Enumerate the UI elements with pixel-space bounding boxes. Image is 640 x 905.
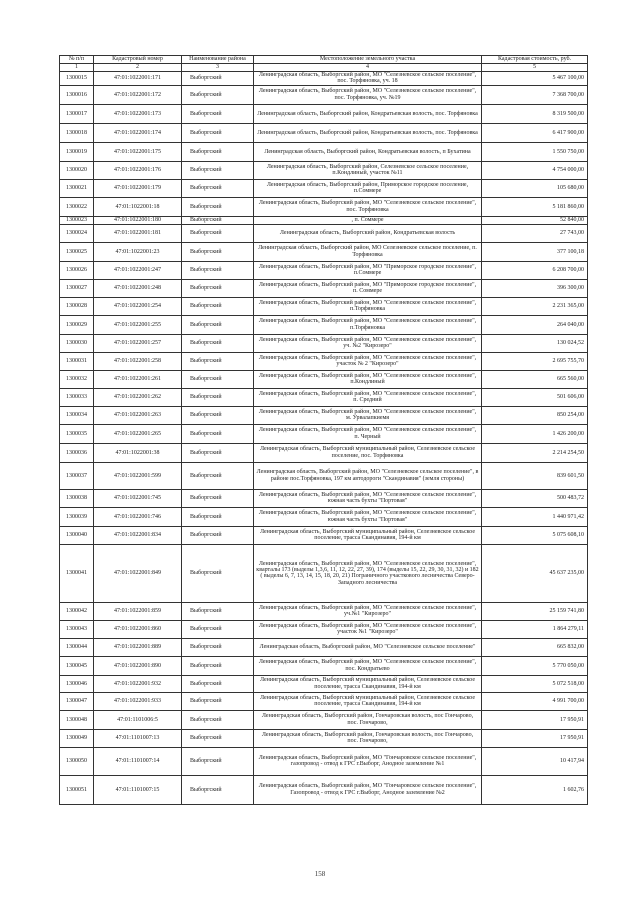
district-cell: Выборгский <box>182 279 254 297</box>
table-row <box>60 279 588 297</box>
table-row <box>60 692 588 710</box>
cadastral-number-cell: 47:01:1022001:859 <box>94 602 182 620</box>
location-cell: Ленинградская область, Выборгский район, МО "Гончаровское сельское поселение", Газопровод - отвод к ГРС г.Выборг, Анодное заземление №2 <box>254 775 482 804</box>
row-id-cell: 1300020 <box>60 161 94 179</box>
table-row <box>60 656 588 675</box>
cadastral-number-cell: 47:01:1022001:889 <box>94 638 182 656</box>
table-row <box>60 123 588 142</box>
table-row <box>60 72 588 86</box>
district-cell: Выборгский <box>182 544 254 602</box>
district-cell: Выборгский <box>182 85 254 104</box>
row-id-cell: 1300019 <box>60 142 94 161</box>
location-cell: Ленинградская область, Выборгский район, Селезневское сельское поселение, п.Кондлиный, участок №11 <box>254 161 482 179</box>
row-id-cell: 1300022 <box>60 197 94 216</box>
row-id-cell: 1300033 <box>60 388 94 406</box>
row-id-cell: 1300042 <box>60 602 94 620</box>
cost-cell: 17 950,91 <box>482 729 588 747</box>
row-id-cell: 1300049 <box>60 729 94 747</box>
location-cell: Ленинградская область, Выборгский район, Приморское городское поселение, п.Соммере <box>254 179 482 197</box>
location-cell: Ленинградская область, Выборгский район, МО "Приморское городское поселение", п.Соммере <box>254 261 482 279</box>
cost-cell: 850 254,00 <box>482 406 588 424</box>
cost-cell: 839 601,50 <box>482 462 588 489</box>
table-row <box>60 352 588 370</box>
cadastral-number-cell: 47:01:1022001:860 <box>94 620 182 638</box>
colnum-4: 4 <box>254 64 482 72</box>
cadastral-number-cell: 47:01:1022001:172 <box>94 85 182 104</box>
row-id-cell: 1300026 <box>60 261 94 279</box>
location-cell: Ленинградская область, Выборгский муниципальный район, Селезневское сельское поселение, трасса Скандинавия, 194-й км <box>254 692 482 710</box>
location-cell: Ленинградская область, Выборгский район, МО "Селезневское сельское поселение", южная часть бухты "Портовая" <box>254 507 482 526</box>
district-cell: Выборгский <box>182 123 254 142</box>
cost-cell: 2 214 254,50 <box>482 443 588 462</box>
table-row <box>60 620 588 638</box>
colnum-5: 5 <box>482 64 588 72</box>
district-cell: Выборгский <box>182 775 254 804</box>
row-id-cell: 1300036 <box>60 443 94 462</box>
row-id-cell: 1300035 <box>60 424 94 443</box>
cost-cell: 5 467 100,00 <box>482 72 588 86</box>
location-cell: Ленинградская область, Выборгский район, МО "Селезневское сельское поселение", п.Кондлиный <box>254 370 482 388</box>
location-cell: Ленинградская область, Выборгский район, МО "Селезневское сельское поселение", пос. Кондратьево <box>254 656 482 675</box>
cadastral-number-cell: 47:01:1022001:248 <box>94 279 182 297</box>
cadastral-number-cell: 47:01:1022001:932 <box>94 675 182 692</box>
district-cell: Выборгский <box>182 334 254 352</box>
table-row <box>60 462 588 489</box>
row-id-cell: 1300037 <box>60 462 94 489</box>
cadastral-number-cell: 47:01:1101007:15 <box>94 775 182 804</box>
cost-cell: 1 426 200,00 <box>482 424 588 443</box>
table-body <box>60 72 588 805</box>
cadastral-number-cell: 47:01:1101007:13 <box>94 729 182 747</box>
cost-cell: 105 680,00 <box>482 179 588 197</box>
cost-cell: 25 159 741,80 <box>482 602 588 620</box>
row-id-cell: 1300041 <box>60 544 94 602</box>
cost-cell: 1 864 279,11 <box>482 620 588 638</box>
cadastral-number-cell: 47:01:1022001:261 <box>94 370 182 388</box>
colnum-3: 3 <box>182 64 254 72</box>
table-row <box>60 104 588 123</box>
district-cell: Выборгский <box>182 620 254 638</box>
cost-cell: 2 231 365,00 <box>482 297 588 315</box>
location-cell: Ленинградская область, Выборгский район, Гончаровская волость, пос Гончарово, пос. Гончарово, <box>254 729 482 747</box>
cost-cell: 5 072 518,00 <box>482 675 588 692</box>
district-cell: Выборгский <box>182 443 254 462</box>
row-id-cell: 1300024 <box>60 224 94 242</box>
cadastral-number-cell: 47:01:1101007:14 <box>94 747 182 775</box>
cadastral-number-cell: 47:01:1022001:258 <box>94 352 182 370</box>
cost-cell: 4 754 000,00 <box>482 161 588 179</box>
district-cell: Выборгский <box>182 261 254 279</box>
cadastral-number-cell: 47:01:1022001:247 <box>94 261 182 279</box>
registry-table-container <box>59 55 587 805</box>
district-cell: Выборгский <box>182 104 254 123</box>
district-cell: Выборгский <box>182 224 254 242</box>
district-cell: Выборгский <box>182 179 254 197</box>
header-row <box>60 56 588 64</box>
district-cell: Выборгский <box>182 526 254 544</box>
cadastral-number-cell: 47:01:1022001:746 <box>94 507 182 526</box>
cost-cell: 8 319 500,00 <box>482 104 588 123</box>
cost-cell: 2 695 755,70 <box>482 352 588 370</box>
cadastral-number-cell: 47:01:1022001:175 <box>94 142 182 161</box>
location-cell: Ленинградская область, Выборгский район, МО "Селезневское сельское поселение", пос. Торфяновка, уч. 18 <box>254 72 482 86</box>
cadastral-number-cell: 47:01:1022001:171 <box>94 72 182 86</box>
cost-cell: 5 075 608,10 <box>482 526 588 544</box>
cost-cell: 1 550 750,00 <box>482 142 588 161</box>
location-cell: Ленинградская область, Выборгский район, МО "Селезневское сельское поселение", п.Торфяновка <box>254 297 482 315</box>
cadastral-number-cell: 47:01:1022001:18 <box>94 197 182 216</box>
table-row <box>60 675 588 692</box>
district-cell: Выборгский <box>182 507 254 526</box>
row-id-cell: 1300039 <box>60 507 94 526</box>
location-cell: Ленинградская область, Выборгский район, Кондратьевская волость, п Бухатина <box>254 142 482 161</box>
table-row <box>60 179 588 197</box>
location-cell: Ленинградская область, Выборгский район, МО "Селезневское сельское поселение", уч.№1 "Кирозеро" <box>254 602 482 620</box>
location-cell: Ленинградская область, Выборгский район, МО "Селезневское сельское поселение", в районе пос.Торфяновка, 197 км автодороги "Скандинавия" (земля стороны) <box>254 462 482 489</box>
cadastral-number-cell: 47:01:1022001:173 <box>94 104 182 123</box>
colnum-2: 2 <box>94 64 182 72</box>
cost-cell: 130 024,52 <box>482 334 588 352</box>
location-cell: Ленинградская область, Выборгский район, Кондратьевская волость <box>254 224 482 242</box>
row-id-cell: 1300027 <box>60 279 94 297</box>
header-num: № п/п <box>60 56 94 64</box>
cadastral-number-cell: 47:01:1022001:176 <box>94 161 182 179</box>
district-cell: Выборгский <box>182 462 254 489</box>
district-cell: Выборгский <box>182 656 254 675</box>
table-row <box>60 406 588 424</box>
cost-cell: 377 100,18 <box>482 242 588 261</box>
row-id-cell: 1300045 <box>60 656 94 675</box>
row-id-cell: 1300023 <box>60 216 94 224</box>
cadastral-number-cell: 47:01:1022001:181 <box>94 224 182 242</box>
location-cell: Ленинградская область, Выборгский муниципальный район, Селезневское сельское поселение, трасса Скандинавия, 194-й км <box>254 675 482 692</box>
row-id-cell: 1300018 <box>60 123 94 142</box>
row-id-cell: 1300032 <box>60 370 94 388</box>
table-row <box>60 142 588 161</box>
cadastral-number-cell: 47:01:1022001:38 <box>94 443 182 462</box>
location-cell: Ленинградская область, Выборгский район, МО "Селезневское сельское поселение", пос. Торфяновка, уч. №19 <box>254 85 482 104</box>
row-id-cell: 1300047 <box>60 692 94 710</box>
cadastral-number-cell: 47:01:1022001:599 <box>94 462 182 489</box>
location-cell: Ленинградская область, Выборгский район, Кондратьевская волость, пос. Торфяновка <box>254 123 482 142</box>
district-cell: Выборгский <box>182 161 254 179</box>
table-row <box>60 424 588 443</box>
table-row <box>60 197 588 216</box>
cadastral-number-cell: 47:01:1022001:849 <box>94 544 182 602</box>
table-row <box>60 161 588 179</box>
table-row <box>60 544 588 602</box>
table-row <box>60 729 588 747</box>
table-row <box>60 775 588 804</box>
cadastral-number-cell: 47:01:1022001:834 <box>94 526 182 544</box>
table-row <box>60 602 588 620</box>
row-id-cell: 1300029 <box>60 315 94 334</box>
district-cell: Выборгский <box>182 692 254 710</box>
cadastral-number-cell: 47:01:1022001:890 <box>94 656 182 675</box>
cadastral-number-cell: 47:01:1022001:265 <box>94 424 182 443</box>
district-cell: Выборгский <box>182 638 254 656</box>
colnum-1: 1 <box>60 64 94 72</box>
district-cell: Выборгский <box>182 747 254 775</box>
table-row <box>60 242 588 261</box>
district-cell: Выборгский <box>182 216 254 224</box>
location-cell: Ленинградская область, Выборгский район, Кондратьевская волость, пос. Торфяновка <box>254 104 482 123</box>
header-cost: Кадастровая стоимость, руб. <box>482 56 588 64</box>
district-cell: Выборгский <box>182 675 254 692</box>
row-id-cell: 1300038 <box>60 489 94 507</box>
table-row <box>60 489 588 507</box>
row-id-cell: 1300016 <box>60 85 94 104</box>
header-district: Наименование района <box>182 56 254 64</box>
row-id-cell: 1300021 <box>60 179 94 197</box>
row-id-cell: 1300025 <box>60 242 94 261</box>
row-id-cell: 1300051 <box>60 775 94 804</box>
row-id-cell: 1300044 <box>60 638 94 656</box>
row-id-cell: 1300028 <box>60 297 94 315</box>
district-cell: Выборгский <box>182 388 254 406</box>
row-id-cell: 1300017 <box>60 104 94 123</box>
table-row <box>60 388 588 406</box>
district-cell: Выборгский <box>182 315 254 334</box>
table-row <box>60 526 588 544</box>
location-cell: Ленинградская область, Выборгский район, МО "Селезневское сельское поселение", южная часть бухты "Портовая" <box>254 489 482 507</box>
district-cell: Выборгский <box>182 406 254 424</box>
district-cell: Выборгский <box>182 197 254 216</box>
location-cell: Ленинградская область, Выборгский район, МО "Селезневское сельское поселение" <box>254 638 482 656</box>
cost-cell: 501 606,00 <box>482 388 588 406</box>
table-row <box>60 334 588 352</box>
district-cell: Выборгский <box>182 72 254 86</box>
location-cell: Ленинградская область, Выборгский район, МО "Селезневское сельское поселение", участок № 2 "Кирозеро" <box>254 352 482 370</box>
location-cell: Ленинградская область, Выборгский район, МО "Селезневское сельское поселение", участок №1 "Кирозеро" <box>254 620 482 638</box>
row-id-cell: 1300030 <box>60 334 94 352</box>
district-cell: Выборгский <box>182 729 254 747</box>
row-id-cell: 1300034 <box>60 406 94 424</box>
cost-cell: 1 602,76 <box>482 775 588 804</box>
cost-cell: 4 991 700,00 <box>482 692 588 710</box>
cadastral-registry-table <box>59 55 588 805</box>
district-cell: Выборгский <box>182 242 254 261</box>
cost-cell: 1 440 971,42 <box>482 507 588 526</box>
row-id-cell: 1300031 <box>60 352 94 370</box>
cadastral-number-cell: 47:01:1022001:257 <box>94 334 182 352</box>
row-id-cell: 1300050 <box>60 747 94 775</box>
district-cell: Выборгский <box>182 602 254 620</box>
cost-cell: 5 181 860,00 <box>482 197 588 216</box>
location-cell: Ленинградская область, Выборгский район, МО "Селезневское сельское поселение", п.Торфяновка <box>254 315 482 334</box>
district-cell: Выборгский <box>182 370 254 388</box>
location-cell: Ленинградская область, Выборгский район, МО "Селезневское сельское поселение", уч. №2 "Кирозеро" <box>254 334 482 352</box>
cadastral-number-cell: 47:01:1022001:745 <box>94 489 182 507</box>
header-cadastral: Кадастровый номер <box>94 56 182 64</box>
cost-cell: 17 950,91 <box>482 710 588 729</box>
row-id-cell: 1300015 <box>60 72 94 86</box>
table-row <box>60 507 588 526</box>
table-row <box>60 297 588 315</box>
row-id-cell: 1300040 <box>60 526 94 544</box>
cadastral-number-cell: 47:01:1022001:180 <box>94 216 182 224</box>
row-id-cell: 1300043 <box>60 620 94 638</box>
location-cell: Ленинградская область, Выборгский муниципальный район, Селезневское сельское поселение, трасса Скандинавия, 194-й км <box>254 526 482 544</box>
table-row <box>60 443 588 462</box>
cost-cell: 45 637 235,00 <box>482 544 588 602</box>
district-cell: Выборгский <box>182 710 254 729</box>
location-cell: Ленинградская область, Выборгский район, МО "Приморское городское поселение", п. Соммере <box>254 279 482 297</box>
cost-cell: 27 743,00 <box>482 224 588 242</box>
cost-cell: 396 300,00 <box>482 279 588 297</box>
district-cell: Выборгский <box>182 424 254 443</box>
location-cell: , п. Соммере <box>254 216 482 224</box>
location-cell: Ленинградская область, Выборгский район, МО "Селезневское сельское поселение", п. Средний <box>254 388 482 406</box>
table-row <box>60 638 588 656</box>
cadastral-number-cell: 47:01:1022001:933 <box>94 692 182 710</box>
district-cell: Выборгский <box>182 297 254 315</box>
cadastral-number-cell: 47:01:1022001:179 <box>94 179 182 197</box>
header-location: Местоположение земельного участка <box>254 56 482 64</box>
cost-cell: 500 483,72 <box>482 489 588 507</box>
cadastral-number-cell: 47:01:1022001:255 <box>94 315 182 334</box>
cost-cell: 6 417 900,00 <box>482 123 588 142</box>
column-number-row <box>60 64 588 72</box>
location-cell: Ленинградская область, Выборгский район, МО Селезневское сельское поселение, п. Торфяновка <box>254 242 482 261</box>
row-id-cell: 1300048 <box>60 710 94 729</box>
page-number: 158 <box>314 870 326 878</box>
cost-cell: 665 560,00 <box>482 370 588 388</box>
location-cell: Ленинградская область, Выборгский район, МО "Селезневское сельское поселение", м. Урвалапкиемя <box>254 406 482 424</box>
location-cell: Ленинградская область, Выборгский район, МО "Селезневское сельское поселение", п. Черный <box>254 424 482 443</box>
location-cell: Ленинградская область, Выборгский район, МО "Гончаровское сельское поселение", газопровод - отвод к ГРС г.Выборг, Анодное заземление №1 <box>254 747 482 775</box>
table-row <box>60 261 588 279</box>
cadastral-number-cell: 47:01:1101006:5 <box>94 710 182 729</box>
location-cell: Ленинградская область, Выборгский район, МО "Селезневское сельское поселение", кварталы 173 (выделы 1,3,6, 11, 12, 22, 27, 39), 174 (выделы 15, 22, 29, 30, 31, 32) и 182 ( выделы 6, 7, 13, 14, 15, 18, 20, 21) Пограничного участкового лесничества Северо-Западного лесничества <box>254 544 482 602</box>
location-cell: Ленинградская область, Выборгский район, МО "Селезневское сельское поселение", пос. Торфяновка <box>254 197 482 216</box>
table-row <box>60 85 588 104</box>
cadastral-number-cell: 47:01:1022001:262 <box>94 388 182 406</box>
table-row <box>60 370 588 388</box>
table-row <box>60 315 588 334</box>
cost-cell: 6 208 700,00 <box>482 261 588 279</box>
table-row <box>60 710 588 729</box>
table-row <box>60 216 588 224</box>
cost-cell: 7 368 700,00 <box>482 85 588 104</box>
district-cell: Выборгский <box>182 352 254 370</box>
cost-cell: 52 840,00 <box>482 216 588 224</box>
cadastral-number-cell: 47:01:1022001:23 <box>94 242 182 261</box>
district-cell: Выборгский <box>182 142 254 161</box>
location-cell: Ленинградская область, Выборгский муниципальный район, Селезневское сельское поселение, пос. Торфяновка <box>254 443 482 462</box>
cost-cell: 5 770 050,00 <box>482 656 588 675</box>
cadastral-number-cell: 47:01:1022001:263 <box>94 406 182 424</box>
cadastral-number-cell: 47:01:1022001:254 <box>94 297 182 315</box>
location-cell: Ленинградская область, Выборгский район, Гончаровская волость, пос Гончарово, пос. Гончарово, <box>254 710 482 729</box>
table-row <box>60 747 588 775</box>
row-id-cell: 1300046 <box>60 675 94 692</box>
district-cell: Выборгский <box>182 489 254 507</box>
cadastral-number-cell: 47:01:1022001:174 <box>94 123 182 142</box>
table-row <box>60 224 588 242</box>
cost-cell: 264 040,00 <box>482 315 588 334</box>
cost-cell: 665 832,00 <box>482 638 588 656</box>
cost-cell: 10 417,94 <box>482 747 588 775</box>
